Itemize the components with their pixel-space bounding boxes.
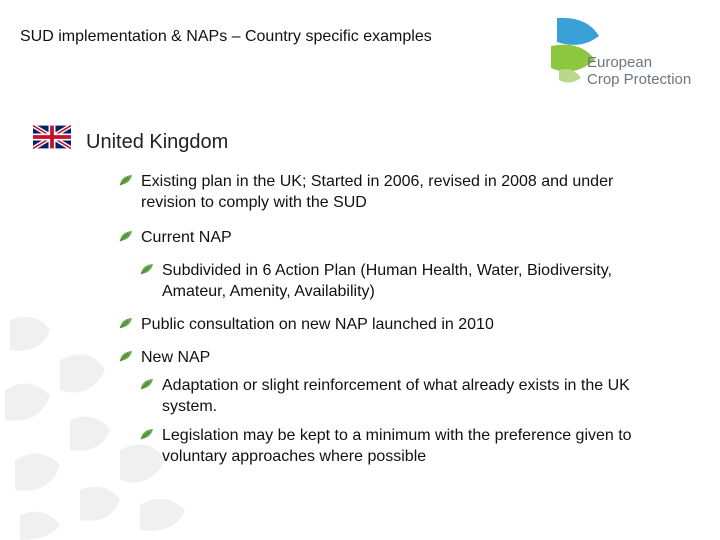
leaf-bullet-icon — [119, 317, 133, 329]
section-heading: United Kingdom — [86, 131, 229, 153]
sub-bullet-item — [162, 425, 672, 467]
bullet-item — [141, 227, 671, 248]
bullet-text: New NAP — [141, 349, 211, 366]
leaf-bullet-icon — [119, 230, 133, 242]
leaf-bullet-icon — [140, 428, 154, 440]
slide-title: SUD implementation & NAPs – Country specific examples — [20, 28, 432, 45]
bullet-text: Adaptation or slight reinforcement of what already exists in the UK system. — [162, 377, 630, 415]
bullet-text: Legislation may be kept to a minimum with the preference given to voluntary approaches where possible — [162, 427, 632, 465]
bullet-item — [141, 171, 671, 213]
bullet-text: Current NAP — [141, 229, 232, 246]
sub-bullet-item — [162, 375, 672, 417]
leaf-bullet-icon — [119, 350, 133, 362]
leaf-bullet-icon — [140, 263, 154, 275]
bullet-text: Subdivided in 6 Action Plan (Human Health, Water, Biodiversity, Amateur, Amenity, Availability) — [162, 262, 612, 300]
logo-line-1: European — [587, 54, 653, 71]
sub-bullet-item — [162, 260, 672, 302]
logo-line-2: Crop Protection — [587, 71, 692, 88]
bullet-text: Public consultation on new NAP launched in 2010 — [141, 316, 494, 333]
bullet-item — [141, 347, 671, 368]
bullet-item — [141, 314, 671, 335]
leaf-bullet-icon — [119, 174, 133, 186]
bullet-text: Existing plan in the UK; Started in 2006, revised in 2008 and under revision to comply with the SUD — [141, 173, 614, 211]
leaf-bullet-icon — [140, 378, 154, 390]
